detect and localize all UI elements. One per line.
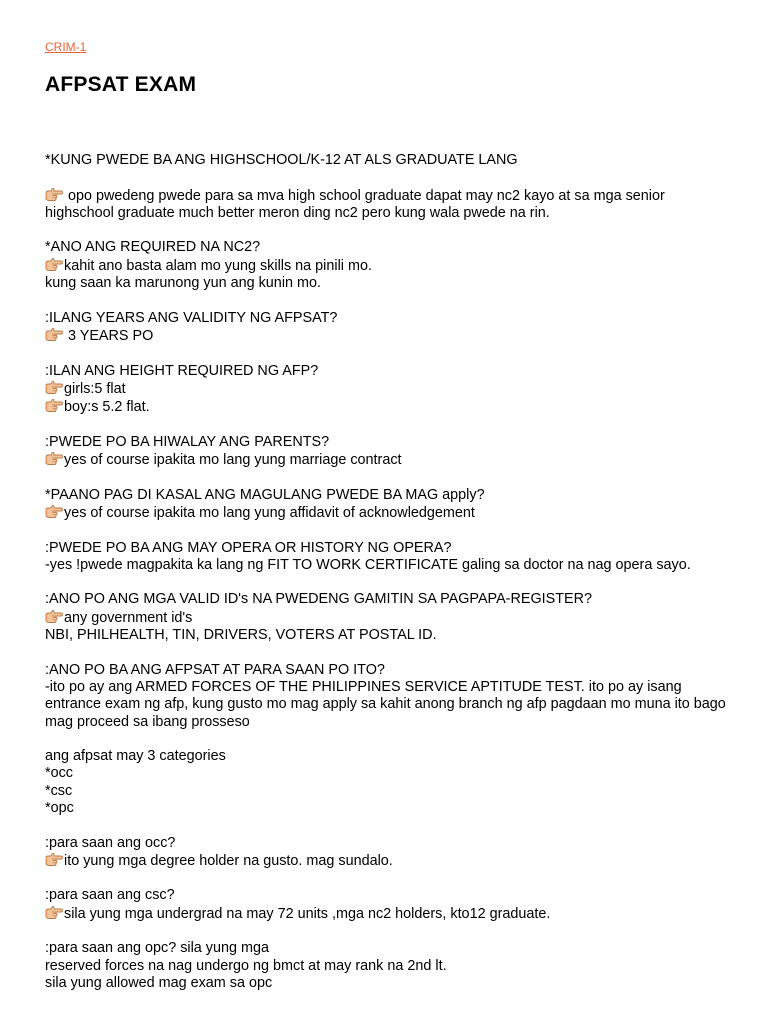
qa-block bbox=[45, 591, 735, 644]
pointing-right-hand-icon bbox=[45, 380, 63, 395]
text-line bbox=[45, 257, 735, 275]
line-text: :PWEDE PO BA ANG MAY OPERA OR HISTORY NG OPERA? bbox=[45, 539, 452, 556]
text-line bbox=[45, 275, 735, 292]
line-text: girls:5 flat bbox=[64, 380, 126, 397]
qa-block bbox=[45, 152, 735, 169]
qa-block bbox=[45, 662, 735, 731]
pointing-right-hand-icon bbox=[45, 905, 63, 920]
text-line bbox=[45, 504, 735, 522]
line-text: any government id's bbox=[64, 609, 193, 626]
text-line bbox=[45, 958, 735, 975]
text-line bbox=[45, 557, 735, 574]
text-line bbox=[45, 940, 735, 957]
line-text: opo pwedeng pwede para sa mva high school graduate dapat may nc2 kayo at sa mga senior highschool graduate much better meron ding nc2 pero kung wala pwede na rin. bbox=[45, 187, 665, 221]
pointing-right-hand-icon bbox=[45, 852, 63, 867]
text-line bbox=[45, 627, 735, 644]
line-text: *PAANO PAG DI KASAL ANG MAGULANG PWEDE BA MAG apply? bbox=[45, 486, 485, 503]
line-text: *KUNG PWEDE BA ANG HIGHSCHOOL/K-12 AT ALS GRADUATE LANG bbox=[45, 152, 518, 168]
line-text: *occ bbox=[45, 765, 73, 782]
document-body bbox=[45, 152, 735, 1010]
line-text: kung saan ka marunong yun ang kunin mo. bbox=[45, 275, 322, 292]
line-text: yes of course ipakita mo lang yung affidavit of acknowledgement bbox=[64, 504, 475, 521]
text-line bbox=[45, 591, 735, 608]
pointing-right-hand-icon bbox=[45, 451, 63, 466]
line-text: *csc bbox=[45, 782, 73, 799]
text-line bbox=[45, 852, 735, 870]
text-line bbox=[45, 398, 735, 416]
line-text: :para saan ang opc? sila yung mga bbox=[45, 940, 270, 957]
text-line bbox=[45, 380, 735, 398]
text-line bbox=[45, 152, 735, 169]
text-line bbox=[45, 975, 735, 992]
qa-block bbox=[45, 487, 735, 523]
qa-block bbox=[45, 540, 735, 575]
line-text: reserved forces na nag undergo ng bmct at may rank na 2nd lt. bbox=[45, 957, 447, 974]
pointing-right-hand-icon bbox=[45, 398, 63, 413]
text-line bbox=[45, 327, 735, 345]
line-text: -yes !pwede magpakita ka lang ng FIT TO WORK CERTIFICATE galing sa doctor na nag opera sayo. bbox=[45, 556, 691, 573]
text-line bbox=[45, 451, 735, 469]
pointing-right-hand-icon bbox=[45, 187, 63, 202]
text-line bbox=[45, 662, 735, 679]
qa-block bbox=[45, 363, 735, 417]
line-text: *opc bbox=[45, 799, 74, 816]
line-text: yes of course ipakita mo lang yung marriage contract bbox=[64, 452, 402, 469]
qa-block bbox=[45, 310, 735, 346]
text-line bbox=[45, 434, 735, 451]
text-line bbox=[45, 748, 735, 765]
text-line bbox=[45, 835, 735, 852]
pointing-right-hand-icon bbox=[45, 257, 63, 272]
line-text: ang afpsat may 3 categories bbox=[45, 748, 226, 765]
text-line bbox=[45, 783, 735, 800]
text-line bbox=[45, 310, 735, 327]
line-text: sila yung allowed mag exam sa opc bbox=[45, 974, 273, 991]
line-text: -ito po ay ang ARMED FORCES OF THE PHILIPPINES SERVICE APTITUDE TEST. ito po ay isang entrance exam ng afp, kung gusto mo mag apply sa kahit anong branch ng afp pagdaan mo muna ito bago mag proceed sa ibang prosseso bbox=[45, 678, 726, 730]
qa-block bbox=[45, 940, 735, 992]
page-title: AFPSAT EXAM bbox=[45, 73, 197, 96]
pointing-right-hand-icon bbox=[45, 327, 63, 342]
line-text: ito yung mga degree holder na gusto. mag sundalo. bbox=[64, 852, 393, 869]
pointing-right-hand-icon bbox=[45, 504, 63, 519]
text-line bbox=[45, 540, 735, 557]
text-line bbox=[45, 765, 735, 782]
line-text: kahit ano basta alam mo yung skills na pinili mo. bbox=[64, 257, 372, 274]
text-line bbox=[45, 800, 735, 817]
qa-block bbox=[45, 434, 735, 470]
qa-block bbox=[45, 748, 735, 817]
text-line bbox=[45, 887, 735, 904]
breadcrumb-link[interactable]: CRIM-1 bbox=[45, 40, 87, 54]
qa-block bbox=[45, 887, 735, 923]
line-text: :para saan ang occ? bbox=[45, 834, 176, 851]
text-line bbox=[45, 239, 735, 256]
qa-block bbox=[45, 835, 735, 871]
text-line bbox=[45, 363, 735, 380]
line-text: :PWEDE PO BA HIWALAY ANG PARENTS? bbox=[45, 433, 330, 450]
text-line bbox=[45, 187, 735, 223]
line-text: boy:s 5.2 flat. bbox=[64, 399, 150, 416]
line-text: sila yung mga undergrad na may 72 units ,mga nc2 holders, kto12 graduate. bbox=[64, 905, 551, 922]
text-line bbox=[45, 679, 735, 731]
line-text: NBI, PHILHEALTH, TIN, DRIVERS, VOTERS AT POSTAL ID. bbox=[45, 627, 437, 644]
line-text: :ILANG YEARS ANG VALIDITY NG AFPSAT? bbox=[45, 309, 338, 326]
line-text: :para saan ang csc? bbox=[45, 887, 175, 904]
text-line bbox=[45, 487, 735, 504]
qa-block bbox=[45, 187, 735, 223]
qa-block bbox=[45, 239, 735, 292]
line-text: :ILAN ANG HEIGHT REQUIRED NG AFP? bbox=[45, 362, 319, 379]
text-line bbox=[45, 609, 735, 627]
pointing-right-hand-icon bbox=[45, 609, 63, 624]
line-text: 3 YEARS PO bbox=[64, 327, 154, 344]
text-line bbox=[45, 905, 735, 923]
line-text: *ANO ANG REQUIRED NA NC2? bbox=[45, 239, 261, 256]
line-text: :ANO PO BA ANG AFPSAT AT PARA SAAN PO ITO? bbox=[45, 661, 385, 678]
line-text: :ANO PO ANG MGA VALID ID's NA PWEDENG GAMITIN SA PAGPAPA-REGISTER? bbox=[45, 591, 593, 608]
